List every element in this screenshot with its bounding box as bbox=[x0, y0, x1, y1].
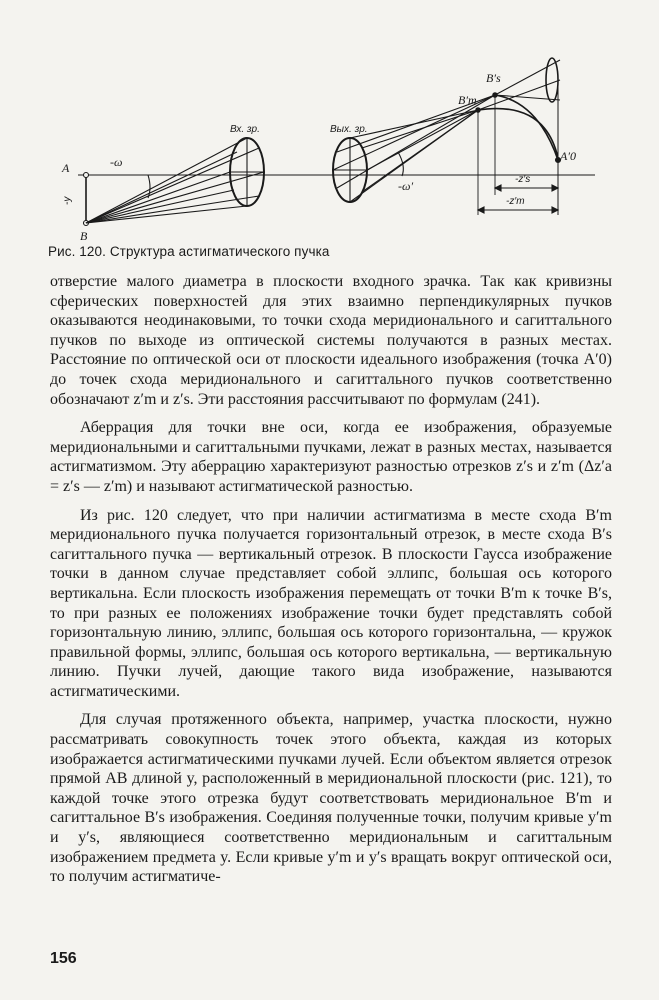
paragraph-1: отверстие малого диаметра в плоскости входного зрачка. Так как кривизны сферических поверхностей для этих взаимно перпендикулярных пучков оказываются неодинаковыми, то точки схода меридионального и сагиттального пучков по выходе из оптической системы получаются в разных местах. Расстояние по оптической оси от плоскости идеального изображения (точка A′0) до точек схода меридионального и сагиттального пучков соответственно обозначают z′m и z′s. Эти расстояния рассчитывают по формулам (241). bbox=[50, 273, 612, 408]
point-bm bbox=[476, 108, 480, 112]
label-bm: B′m bbox=[458, 93, 477, 107]
label-minus-omega-prime: -ω′ bbox=[398, 179, 414, 193]
label-exit-pupil: Вых. зр. bbox=[330, 124, 368, 135]
paragraph-2: Аберрация для точки вне оси, когда ее изображения, образуемые меридиональными и сагиттальными пучками, лежат в разных местах, называется астигматизмом. Эту аберрацию характеризуют разностью отрезков z′s и z′m (Δz′a = z′s — z′m) и называют астигматической разностью. bbox=[50, 419, 612, 495]
label-minus-omega: -ω bbox=[110, 155, 123, 169]
point-bs bbox=[493, 93, 497, 97]
incident-rays bbox=[86, 138, 264, 223]
label-minus-zs: -z′s bbox=[515, 174, 531, 185]
label-bs: B′s bbox=[486, 71, 501, 85]
label-entrance-pupil: Вх. зр. bbox=[230, 124, 260, 135]
sagittal-curve bbox=[495, 95, 558, 160]
label-minus-y: -y bbox=[62, 196, 73, 205]
label-a0: A′0 bbox=[560, 149, 576, 163]
body-text bbox=[50, 272, 612, 887]
label-a: A bbox=[62, 161, 70, 175]
page-number: 156 bbox=[50, 950, 77, 967]
label-b: B bbox=[80, 229, 88, 243]
point-a bbox=[84, 173, 89, 178]
astigmatic-beam-figure bbox=[40, 30, 650, 250]
figure-caption: Рис. 120. Структура астигматического пучка bbox=[48, 244, 330, 259]
paragraph-3: Из рис. 120 следует, что при наличии астигматизма в месте схода B′m меридионального пучка получается горизонтальный отрезок, в месте схода B′s сагиттального пучка — вертикальный отрезок. В плоскости Гаусса изображение точки в данном случае представляет собой эллипс, большая ось которого вертикальна. Если плоскость изображения перемещать от точки B′m к точке B′s, то при разных ее положениях изображение точки будет представлять собой горизонтальную линию, эллипс, большая ось которого горизонтальна, — кружок правильной формы, эллипс, большая ось которого вертикальна, — вертикальную линию. Пучки лучей, дающие такого вида изображение, называются астигматическими. bbox=[50, 506, 612, 700]
label-minus-zm: -z′m bbox=[506, 196, 525, 207]
optics-diagram bbox=[40, 30, 650, 250]
paragraph-4: Для случая протяженного объекта, например, участка плоскости, нужно рассматривать совокупность точек этого объекта, каждая из которых изображается астигматическими пучками лучей. Если объектом является отрезок прямой AB длиной y, расположенный в меридиональной плоскости (рис. 121), то каждой точке этого отрезка будут соответствовать меридиональное B′m и сагиттальное B′s изображения. Соединяя полученные точки, получим кривые y′m и y′s, являющиеся соответственно меридиональным и сагиттальным изображением предмета y. Если кривые y′m и y′s вращать вокруг оптической оси, то получим астигматиче- bbox=[50, 711, 612, 886]
omega-arc bbox=[148, 175, 150, 198]
